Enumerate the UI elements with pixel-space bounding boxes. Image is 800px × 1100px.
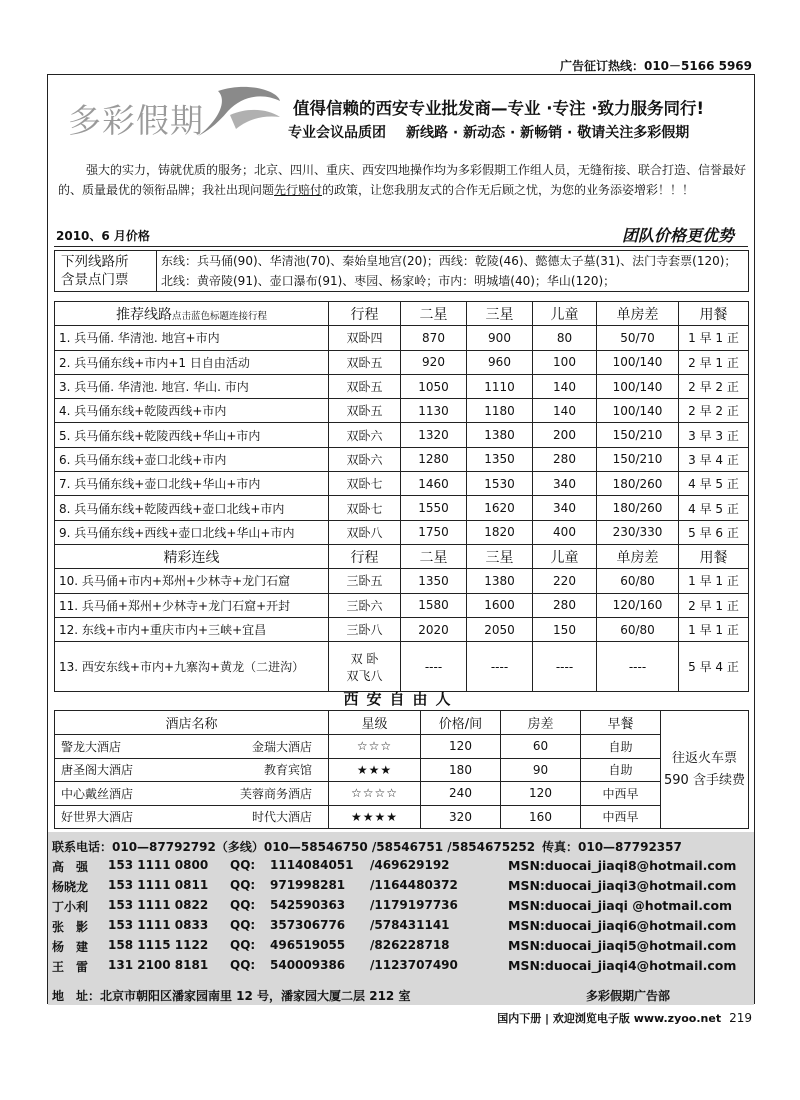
connect-header-single: 单房差 [597,544,679,568]
msn-link[interactable]: MSN:duocai_jiaqi @hotmail.com [508,898,733,913]
connect-header-child: 儿童 [533,544,597,568]
msn-link[interactable]: MSN:duocai_jiaqi3@hotmail.com [508,878,737,893]
hotel-row[interactable]: 警龙大酒店 金瑞大酒店 ☆☆☆ 120 60 自助 [55,735,749,759]
hotels-table [54,710,749,829]
routes-header-two-star: 二星 [401,302,467,326]
connect-header-two-star: 二星 [401,544,467,568]
route-row[interactable]: 9. 兵马俑东线+西线+壶口北线+华山+市内 双卧八 1750 1820 400 230/330 5 早 6 正 [55,520,749,544]
address-line [52,987,671,1004]
route-row[interactable]: 8. 兵马俑东线+乾陵西线+壶口北线+市内 双卧七 1550 1620 340 180/260 4 早 5 正 [55,496,749,520]
routes-header-three-star: 三星 [467,302,533,326]
contact-fax: 传真：010—87792357 [542,840,682,854]
hotels-header-price: 价格/间 [421,711,501,735]
hotel-row[interactable]: 中心戴丝酒店 芙蓉商务酒店 ☆☆☆☆ 240 120 中西早 [55,782,749,806]
address: 地 址：北京市朝阳区潘家园南里 12 号，潘家园大厦二层 212 室 [52,989,411,1003]
routes-header-single: 单房差 [597,302,679,326]
contact-phones: 联系电话：010—87792792（多线）010—58546750 /58546751 /5854675252 [52,840,536,854]
intro-paragraph [58,160,748,200]
connect-route-row[interactable]: 11. 兵马俑+郑州+少林寺+龙门石窟+开封 三卧六 1580 1600 280 120/160 2 早 1 正 [55,593,749,617]
connect-header-row [55,544,749,568]
connect-header-three-star: 三星 [467,544,533,568]
msn-link[interactable]: MSN:duocai_jiaqi6@hotmail.com [508,918,737,933]
connect-route-row[interactable]: 10. 兵马俑+市内+郑州+少林寺+龙门石窟 三卧五 1350 1380 220 60/80 1 早 1 正 [55,569,749,593]
logo-text: 多彩假期 [68,101,204,140]
ad-department: 多彩假期广告部 [586,989,671,1003]
connect-route-row[interactable]: 12. 东线+市内+重庆市内+三峡+宜昌 三卧八 2020 2050 150 60/80 1 早 1 正 [55,617,749,641]
page-footer [497,1010,752,1026]
contact-phone-line [52,838,682,855]
routes-header-itinerary: 行程 [329,302,401,326]
footer-text: 国内下册 | 欢迎浏览电子版 www.zyoo.net [497,1012,722,1025]
routes-header-meals: 用餐 [679,302,749,326]
routes-table [54,301,749,692]
msn-link[interactable]: MSN:duocai_jiaqi4@hotmail.com [508,958,737,973]
hotels-header-diff: 房差 [501,711,581,735]
slogan-sub-a: 专业会议品质团 [288,125,386,141]
ad-hotline: 广告征订热线：010－5166 5969 [559,59,752,73]
hotel-row[interactable]: 唐圣阁大酒店 教育宾馆 ★★★ 180 90 自助 [55,758,749,782]
ad-frame [47,74,755,1004]
route-row[interactable]: 7. 兵马俑东线+壶口北线+华山+市内 双卧七 1460 1530 340 180/260 4 早 5 正 [55,472,749,496]
route-row[interactable]: 5. 兵马俑东线+乾陵西线+华山+市内 双卧六 1320 1380 200 150/210 3 早 3 正 [55,423,749,447]
route-row[interactable]: 4. 兵马俑东线+乾陵西线+市内 双卧五 1130 1180 140 100/140 2 早 2 正 [55,399,749,423]
hotel-row[interactable]: 好世界大酒店 时代大酒店 ★★★★ 320 160 中西早 [55,805,749,829]
page-number: 219 [729,1011,752,1025]
header [48,75,754,145]
date-title: 2010、6 月价格 [56,229,150,243]
logo [58,81,283,141]
sights-table [54,250,749,292]
hotels-header-name: 酒店名称 [55,711,329,735]
msn-link[interactable]: MSN:duocai_jiaqi8@hotmail.com [508,858,737,873]
routes-header-name: 推荐线路点击蓝色标题连接行程 [55,302,329,326]
sights-label-1: 下列线路所 [61,254,129,270]
connect-header-itinerary: 行程 [329,544,401,568]
routes-header-child: 儿童 [533,302,597,326]
route-row[interactable]: 1. 兵马俑. 华清池. 地宫+市内 双卧四 870 900 80 50/70 1 早 1 正 [55,326,749,350]
sights-label-2: 含景点门票 [61,272,129,288]
connect-header-meals: 用餐 [679,544,749,568]
contact-block: 联系电话：010—87792792（多线）010—58546750 /58546751 /5854675252 传真：010—87792357 高 强 153 1111 0800 QQ: 1114084051 /469629192 MSN:duocai_jiaqi8@hotmail.com 杨晓龙 153 1111 0811 QQ: 971998281 /1164480372 MSN:duocai_jiaqi3@hotmail.com 丁小利 153 1111 0822 QQ: 542590363 /1179197736 MSN:duocai_jiaqi @hotmail.com 张 影 153 1111 0833 QQ: 357306776 /578431141 MSN:duocai_jiaqi6@hotmail.com 杨 建 158 1115 1122 QQ: 496519055 /826228718 MSN:duocai_jiaqi5@hotmail.com 王 雷 131 2100 8181 QQ: 540009386 /1123707490 MSN:duocai_jiaqi4@hotmail.com 地 址：北京市朝阳区潘家园南里 12 号，潘家园大厦二层 212 室 多彩假期广告部 [48,832,754,1005]
routes-header-row [55,302,749,326]
hotels-header-row [55,711,749,735]
slogan-sub-b: 新线路 · 新动态 · 新畅销 · 敬请关注多彩假期 [406,125,690,141]
price-title-bar [54,225,748,247]
route-row[interactable]: 2. 兵马俑东线+市内+1 日自由活动 双卧五 920 960 100 100/140 2 早 1 正 [55,350,749,374]
msn-link[interactable]: MSN:duocai_jiaqi5@hotmail.com [508,938,737,953]
xian-free-title: 西安自由人 [343,690,459,708]
sights-text: 东线：兵马俑(90)、华清池(70)、秦始皇地宫(20)；西线：乾陵(46)、懿德太子墓(31)、法门寺套票(120)；北线：黄帝陵(91)、壶口瀑布(91)、枣园、杨家岭；市内：明城墙(40)；华山(120)； [157,251,749,292]
connect-header-name: 精彩连线 [55,544,329,568]
hotels-header-star: 星级 [329,711,421,735]
hotels-header-breakfast: 早餐 [581,711,661,735]
sights-label [55,251,157,292]
connect-route-row-13[interactable]: 13. 西安东线+市内+九寨沟+黄龙（二进沟） 双 卧 双飞八 ---- ---- ---- ---- 5 早 4 正 [55,642,749,692]
advantage-title: 团队价格更优势 [621,226,734,245]
slogan-main: 值得信赖的西安专业批发商—专业 ·专注 ·致力服务同行! [293,99,705,118]
intro-underline: 先行赔付 [274,183,323,197]
slogan-sub [288,122,709,142]
route-row[interactable]: 3. 兵马俑. 华清池. 地宫. 华山. 市内 双卧五 1050 1110 140 100/140 2 早 2 正 [55,374,749,398]
intro-text-1: 强大的实力，铸就优质的服务；北京、四川、重庆、西安四地操作均为多彩假期工作组人员，无缝衔接、联合打造、信誉最好的、质量最优的领衔品牌；我社出现问题 [58,163,747,197]
train-ticket-note: 往返火车票 590 含手续费 [661,711,749,829]
route-row[interactable]: 6. 兵马俑东线+壶口北线+市内 双卧六 1280 1350 280 150/210 3 早 4 正 [55,447,749,471]
intro-text-2: 的政策，让您我朋友式的合作无后顾之忧，为您的业务添姿增彩！！！ [322,183,695,197]
